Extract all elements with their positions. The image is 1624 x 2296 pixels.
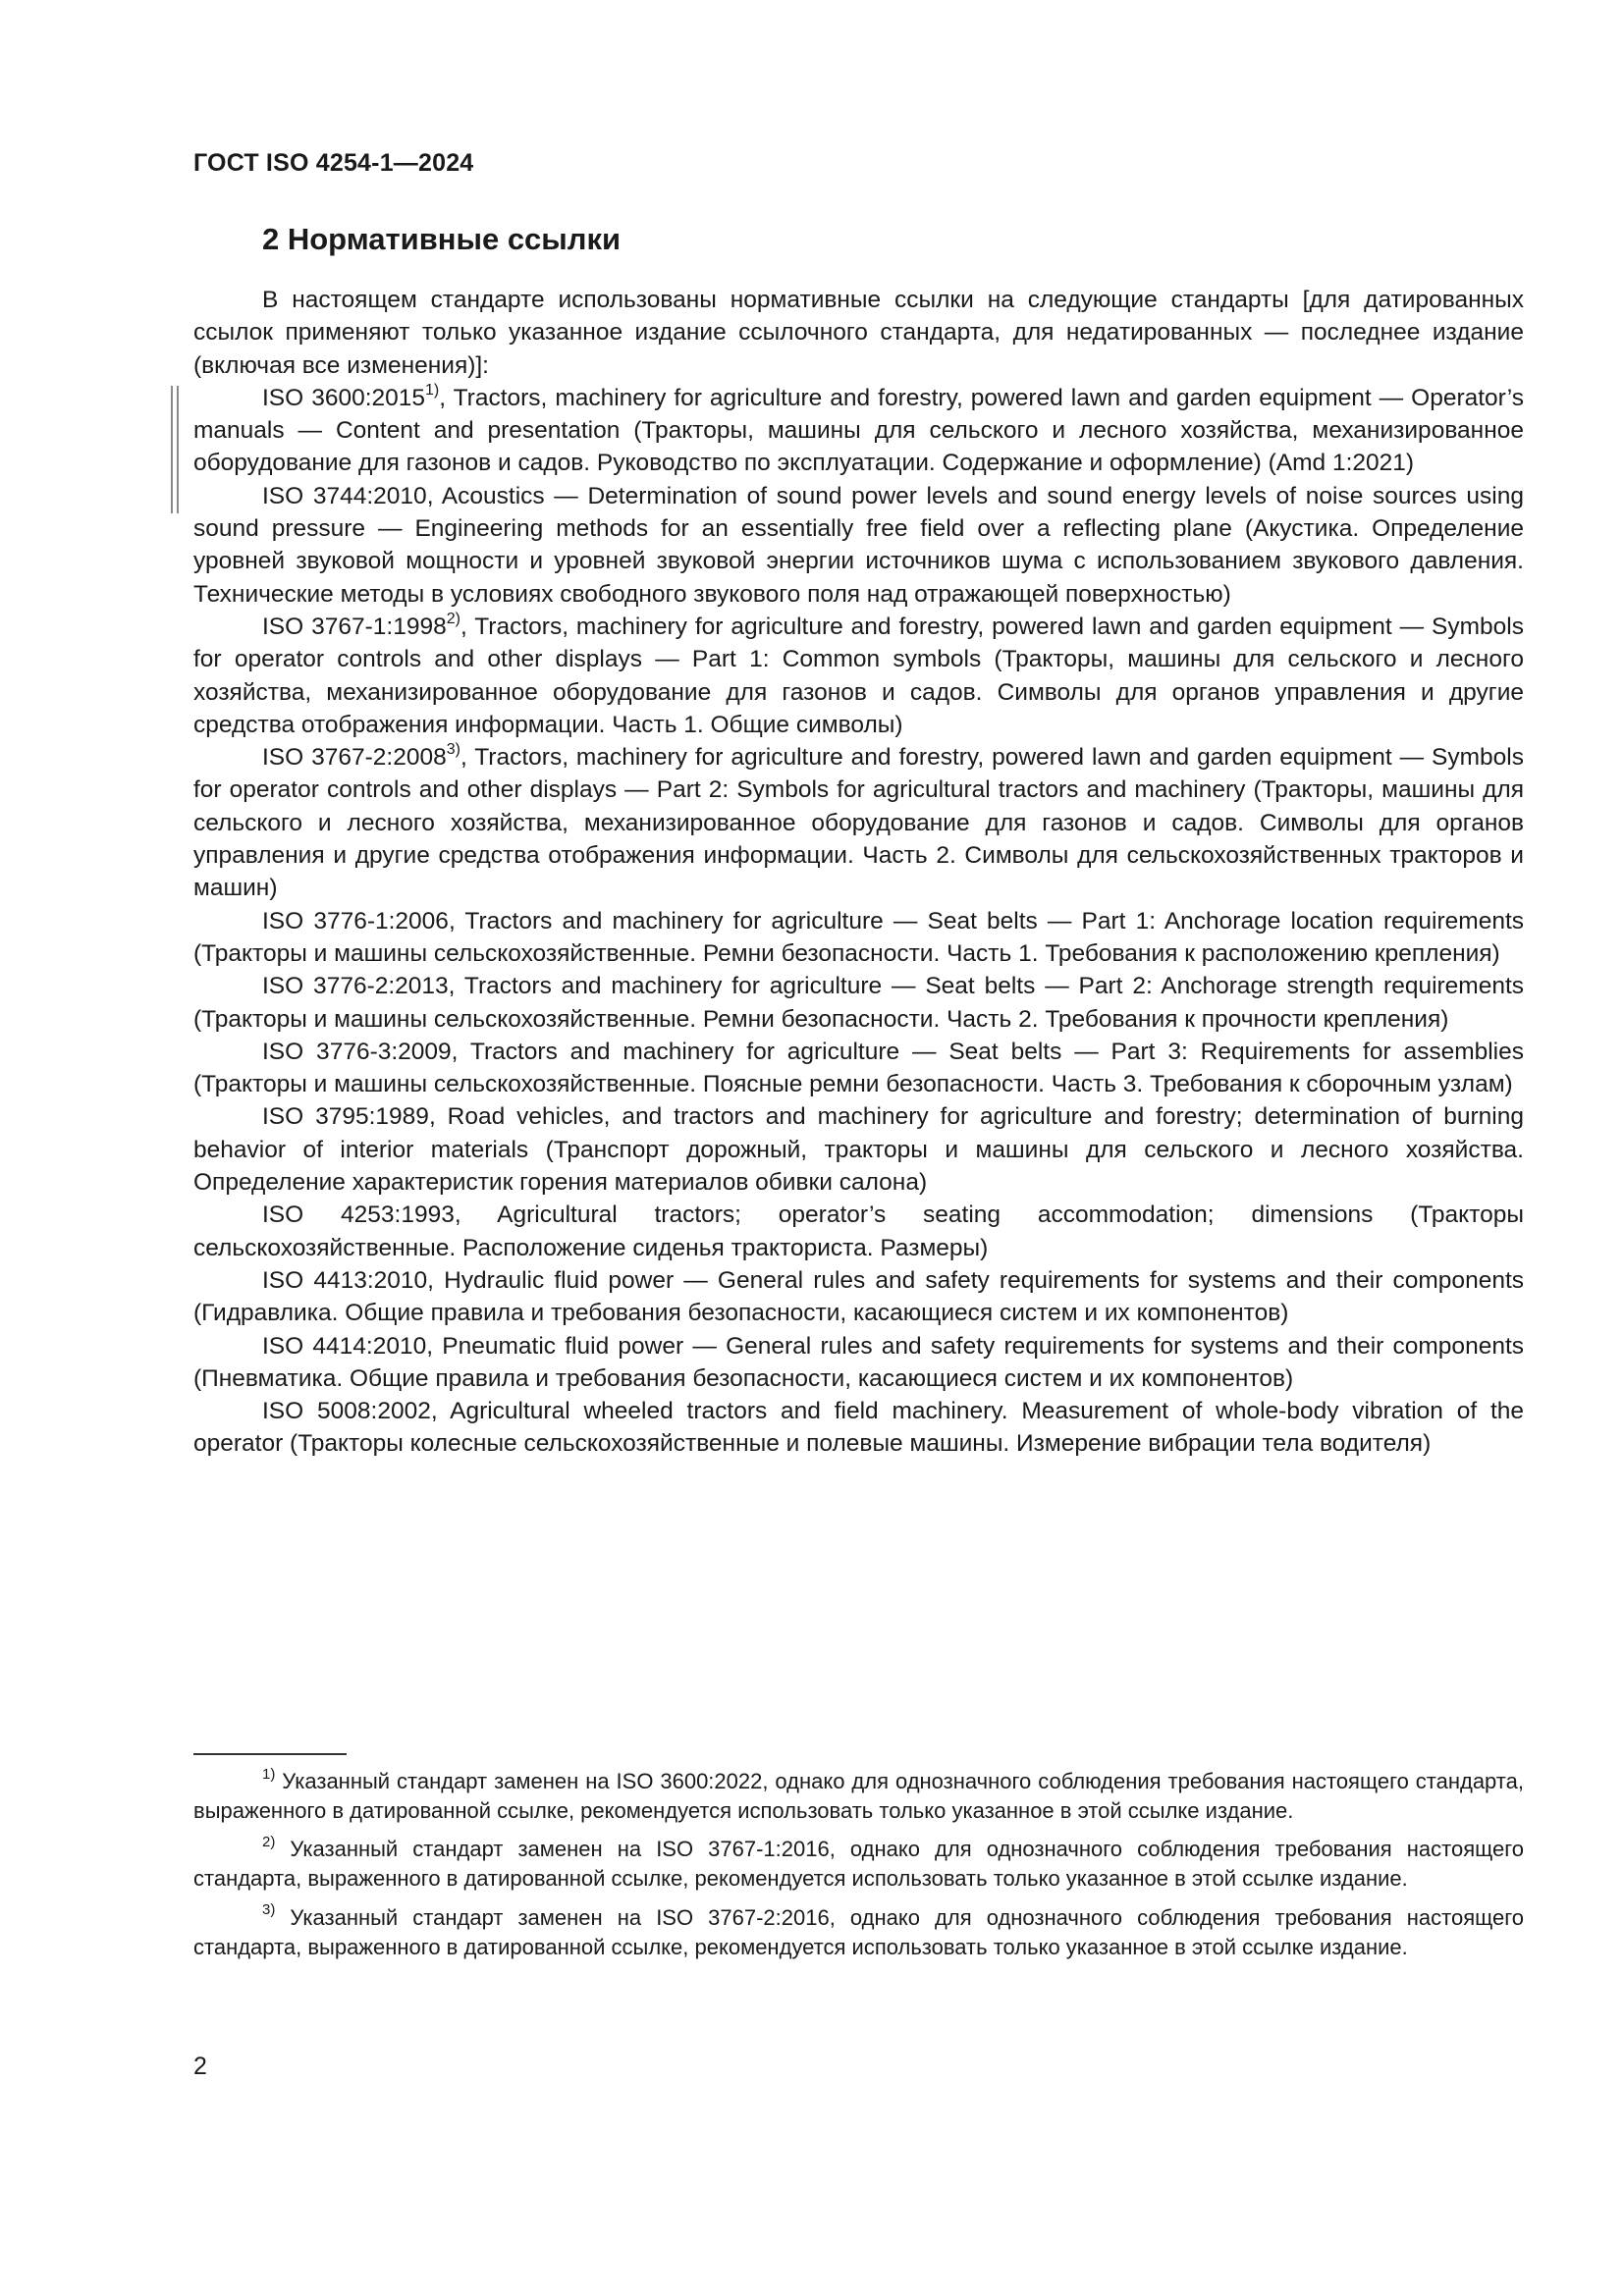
reference-code: ISO 4414:2010 <box>262 1332 427 1360</box>
reference-code: ISO 3776-3:2009 <box>262 1038 452 1065</box>
reference-text: , Tractors, machinery for agriculture and forestry, powered lawn and garden equipment — Symbols for operator controls and other displays — Part 1: Common symbols (Тракторы, машины для сельского и лесного хозяйства, механизированное оборудование для газонов и садов. Символы для органов управления и другие средства отображения информации. Часть 1. Общие символы) <box>193 613 1525 738</box>
intro-paragraph: В настоящем стандарте использованы нормативные ссылки на следующие стандарты [для датированных ссылок применяют только указанное издание ссылочного стандарта, для недатированных — последнее издание (включая все изменения)]: <box>193 287 1524 379</box>
reference-item <box>193 1395 1524 1461</box>
reference-code: ISO 4253:1993 <box>262 1201 455 1229</box>
section-title: 2 Нормативные ссылки <box>262 222 622 256</box>
footnote-text: Указанный стандарт заменен на ISO 3767-1:2016, однако для однозначного соблюдения требования настоящего стандарта, выраженного в датированной ссылке, рекомендуется использовать только указанное в этой ссылке издание. <box>193 1837 1524 1892</box>
footnote-mark: 1) <box>262 1765 276 1783</box>
change-bar-marker <box>171 386 181 513</box>
reference-text: , Road vehicles, and tractors and machinery for agriculture and forestry; determination of burning behavior of interior materials (Транспорт дорожный, тракторы и машины для сельского и лесного хозяйства. Определение характеристик горения материалов обивки салона) <box>193 1103 1524 1197</box>
footnote-mark: 3) <box>262 1901 276 1919</box>
footnote-ref: 3) <box>446 741 460 758</box>
reference-text: , Tractors and machinery for agriculture — Seat belts — Part 1: Anchorage location requirements (Тракторы и машины сельскохозяйственные. Ремни безопасности. Часть 1. Требования к расположению крепления) <box>193 907 1525 967</box>
reference-code: ISO 3744:2010 <box>262 482 427 509</box>
reference-text: , Tractors, machinery for agriculture and forestry, powered lawn and garden equipment — Operator’s manuals — Content and presentation (Тракторы, машины для сельского и лесного хозяйства, механизированное оборудование для газонов и садов. Руководство по эксплуатации. Содержание и оформление) (Amd 1:2021) <box>193 384 1524 477</box>
reference-code: ISO 4413:2010 <box>262 1266 428 1294</box>
reference-code: ISO 3776-1:2006 <box>262 907 449 934</box>
footnote-ref: 1) <box>425 381 440 399</box>
reference-item <box>193 1264 1524 1330</box>
reference-item <box>193 970 1524 1036</box>
reference-code: ISO 5008:2002 <box>262 1398 431 1425</box>
reference-code: ISO 3795:1989 <box>262 1103 429 1131</box>
footnote-divider <box>193 1753 347 1755</box>
footnote-item <box>193 1835 1524 1893</box>
reference-code: ISO 3600:2015 <box>262 384 426 411</box>
reference-code: ISO 3767-1:1998 <box>262 613 447 640</box>
reference-text: , Tractors, machinery for agriculture and forestry, powered lawn and garden equipment — Symbols for operator controls and other displays — Part 2: Symbols for agricultural tractors and machinery (Тракторы, машины для сельского и лесного хозяйства, механизированное оборудование для газонов и садов. Символы для органов управления и другие средства отображения информации. Часть 2. Символы для сельскохозяйственных тракторов и машин) <box>193 744 1525 902</box>
reference-item <box>193 741 1524 904</box>
reference-text: , Tractors and machinery for agriculture — Seat belts — Part 3: Requirements for assemblies (Тракторы и машины сельскохозяйственные. Поясные ремни безопасности. Часть 3. Требования к сборочным узлам) <box>193 1038 1525 1098</box>
reference-text: , Agricultural wheeled tractors and field machinery. Measurement of whole-body vibration of the operator (Тракторы колесные сельскохозяйственные и полевые машины. Измерение вибрации тела водителя) <box>193 1398 1525 1458</box>
document-header: ГОСТ ISO 4254-1—2024 <box>193 149 474 177</box>
reference-code: ISO 3767-2:2008 <box>262 744 447 772</box>
reference-code: ISO 3776-2:2013 <box>262 973 449 1000</box>
footnote-item <box>193 1767 1524 1825</box>
reference-text: , Agricultural tractors; operator’s seating accommodation; dimensions (Тракторы сельскохозяйственные. Расположение сиденья тракториста. Размеры) <box>193 1201 1524 1261</box>
footnotes <box>193 1767 1524 1971</box>
footnote-text: Указанный стандарт заменен на ISO 3600:2022, однако для однозначного соблюдения требования настоящего стандарта, выраженного в датированной ссылке, рекомендуется использовать только указанное в этой ссылке издание. <box>193 1769 1524 1823</box>
reference-text: , Acoustics — Determination of sound power levels and sound energy levels of noise sources using sound pressure — Engineering methods for an essentially free field over a reflecting plane (Акустика. Определение уровней звуковой мощности и уровней звуковой энергии источников шума с использованием звукового давления. Технические методы в условиях свободного звукового поля над отражающей поверхностью) <box>193 482 1524 608</box>
footnote-mark: 2) <box>262 1834 276 1851</box>
reference-item <box>193 480 1524 611</box>
section-body <box>193 284 1524 1461</box>
footnote-item <box>193 1903 1524 1961</box>
footnote-text: Указанный стандарт заменен на ISO 3767-2:2016, однако для однозначного соблюдения требования настоящего стандарта, выраженного в датированной ссылке, рекомендуется использовать только указанное в этой ссылке издание. <box>193 1904 1524 1959</box>
reference-item <box>193 1036 1524 1101</box>
reference-item <box>193 1330 1524 1396</box>
reference-text: , Hydraulic fluid power — General rules and safety requirements for systems and their components (Гидравлика. Общие правила и требования безопасности, касающиеся систем и их компонентов) <box>193 1266 1524 1327</box>
footnote-ref: 2) <box>446 610 460 627</box>
reference-text: , Pneumatic fluid power — General rules and safety requirements for systems and their components (Пневматика. Общие правила и требования безопасности, касающиеся систем и их компонентов) <box>193 1332 1524 1392</box>
reference-item <box>193 905 1524 971</box>
page-number: 2 <box>193 2053 207 2080</box>
reference-text: , Tractors and machinery for agriculture — Seat belts — Part 2: Anchorage strength requirements (Тракторы и машины сельскохозяйственные. Ремни безопасности. Часть 2. Требования к прочности крепления) <box>193 973 1525 1033</box>
reference-item <box>193 382 1524 480</box>
reference-item <box>193 611 1524 741</box>
reference-item <box>193 1199 1524 1264</box>
reference-item <box>193 1100 1524 1199</box>
